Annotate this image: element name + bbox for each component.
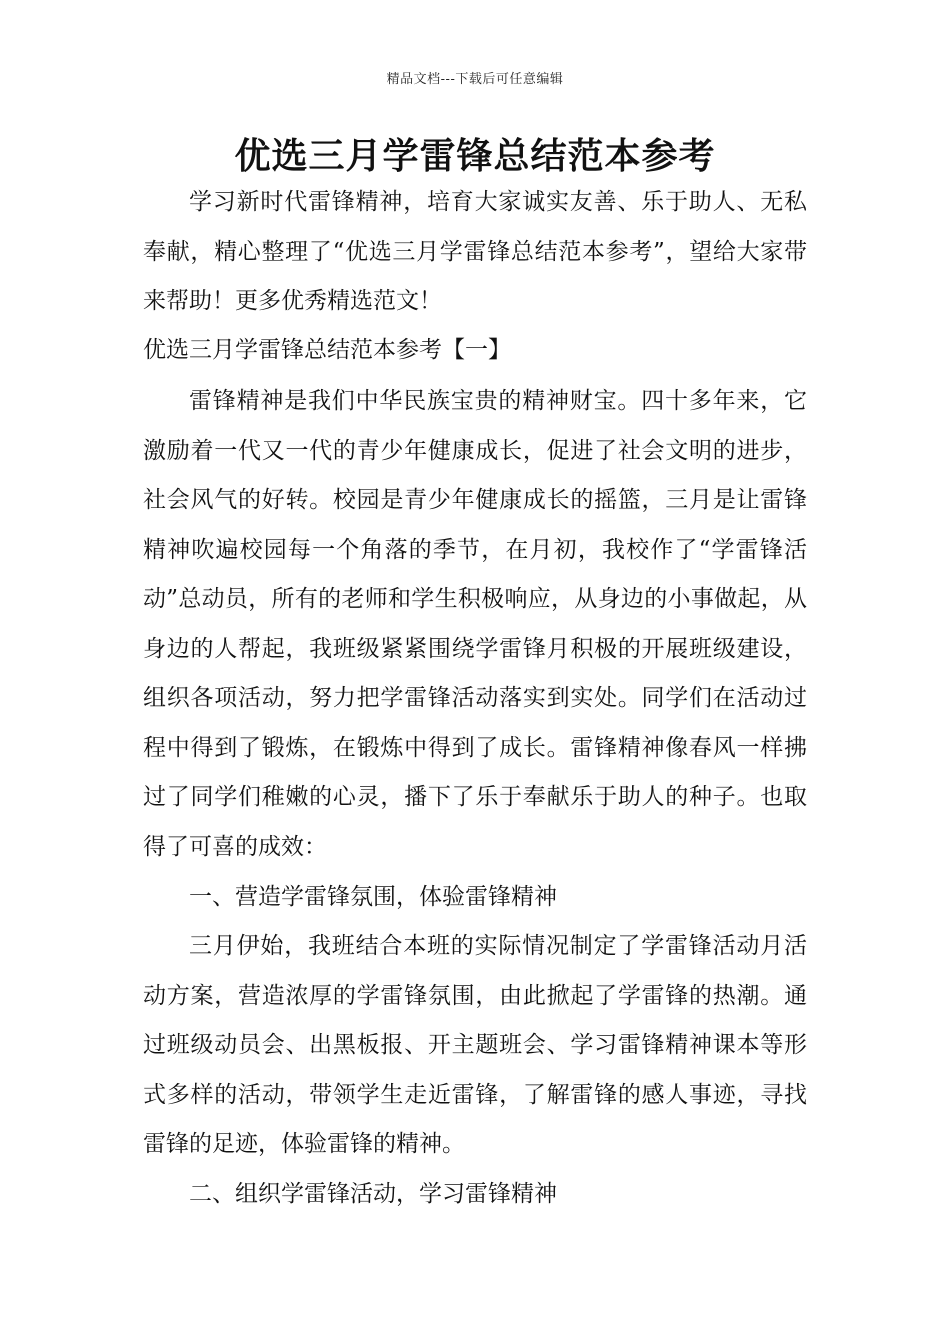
header-note: 精品文档---下载后可任意编辑 <box>386 72 564 87</box>
subheading-1: 一、营造学雷锋氛围，体验雷锋精神 <box>189 884 557 910</box>
body-paragraph-2: 三月伊始，我班结合本班的实际情况制定了学雷锋活动月活动方案，营造浓厚的学雷锋氛围，由此掀起了学雷锋的热潮。通过班级动员会、出黑板报、开主题班会、学习雷锋精神课本等形式多样的活动，带领学生走近雷锋，了解雷锋的感人事迹，寻找雷锋的足迹，体验雷锋的精神。 <box>143 933 807 1157</box>
subheading-2: 二、组织学雷锋活动，学习雷锋精神 <box>189 1181 557 1207</box>
intro-paragraph: 学习新时代雷锋精神，培育大家诚实友善、乐于助人、无私奉献，精心整理了“优选三月学雷锋总结范本参考”，望给大家带来帮助！更多优秀精选范文！ <box>143 189 807 314</box>
document-title: 优选三月学雷锋总结范本参考 <box>234 135 716 177</box>
body-paragraph-1: 雷锋精神是我们中华民族宝贵的精神财宝。四十多年来，它激励着一代又一代的青少年健康成长，促进了社会文明的进步，社会风气的好转。校园是青少年健康成长的摇篮，三月是让雷锋精神吹遍校园每一个角落的季节，在月初，我校作了“学雷锋活动”总动员，所有的老师和学生积极响应，从身边的小事做起，从身边的人帮起，我班级紧紧围绕学雷锋月积极的开展班级建设，组织各项活动，努力把学雷锋活动落实到实处。同学们在活动过程中得到了锻炼，在锻炼中得到了成长。雷锋精神像春风一样拂过了同学们稚嫩的心灵，播下了乐于奉献乐于助人的种子。也取得了可喜的成效： <box>143 388 807 860</box>
section-heading: 优选三月学雷锋总结范本参考【一】 <box>143 337 511 363</box>
